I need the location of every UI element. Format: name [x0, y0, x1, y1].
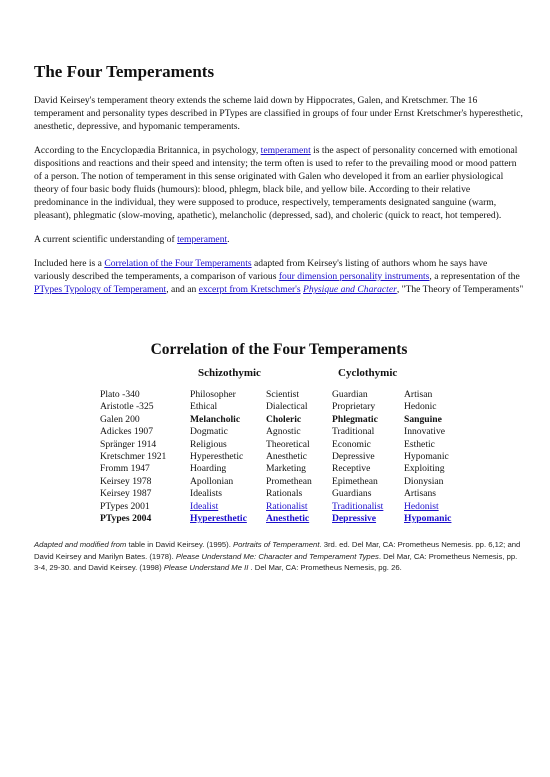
footnote-adapted: Adapted and modified from	[34, 540, 127, 550]
table-cell	[266, 401, 332, 413]
table-cell-text: Receptive	[332, 463, 371, 475]
table-cell	[266, 488, 332, 500]
correlation-table	[100, 389, 468, 525]
table-cell	[190, 501, 266, 513]
footnote-text-3: . Del Mar, CA: Prometheus Nemesis, pp. 3-4, 29-30. and David Keirsey. (1998)	[34, 551, 518, 573]
table-cell-link[interactable]: Hyperesthetic	[190, 513, 247, 525]
table-cell	[100, 414, 190, 426]
table-cell-link[interactable]: Depressive	[332, 513, 377, 525]
table-cell	[100, 389, 190, 401]
table-cell	[190, 439, 266, 451]
table-cell	[100, 463, 190, 475]
table-cell-text: Phlegmatic	[332, 413, 378, 425]
britannica-text-before: According to the Encyclopædia Britannica, in psychology,	[34, 145, 261, 156]
ptypes-typology-link[interactable]: PTypes Typology of Temperament	[34, 284, 167, 295]
table-row	[100, 463, 468, 475]
table-row	[100, 426, 468, 438]
table-cell-text: Choleric	[266, 413, 302, 425]
table-row	[100, 488, 468, 500]
included-text-3: , a representation of the	[429, 271, 520, 282]
table-cell-text: Hoarding	[190, 463, 227, 475]
table-cell	[266, 426, 332, 438]
table-cell	[332, 426, 404, 438]
table-cell	[404, 439, 468, 451]
table-cell-text: Dialectical	[266, 401, 308, 413]
table-cell-text: Religious	[190, 438, 227, 450]
table-cell	[190, 488, 266, 500]
britannica-text-after: is the aspect of personality concerned with emotional dispositions and reactions and their speed and intensity; the term often is used to refer to the prevailing mood or mood pattern of a person. The notion of temperament in this sense originated with Galen who developed it from an earlier physiological theory of four basic body fluids (humours): blood, phlegm, black bile, and yellow bile. According to their relative predominance in the individual, they were supposed to produce, respectively, temperaments designated sanguine (warm, pleasant), phlegmatic (slow-moving, apathetic), melancholic (depressed, sad), and choleric (quick to react, hot tempered).	[34, 145, 518, 221]
table-cell	[190, 414, 266, 426]
table-row-author: PTypes 2004	[100, 513, 152, 525]
footnote-text-4: . Del Mar, CA: Prometheus Nemesis, pg. 26.	[248, 563, 402, 573]
table-cell-text: Apollonian	[190, 475, 234, 487]
included-text-5: , "The Theory of Temperaments"	[396, 284, 524, 295]
table-cell	[404, 451, 468, 463]
table-cell	[332, 401, 404, 413]
table-cell-text: Hedonic	[404, 401, 437, 413]
table-cell	[100, 401, 190, 413]
table-cell-text: Promethean	[266, 475, 312, 487]
table-cell-text: Traditional	[332, 426, 375, 438]
included-text-2: adapted from Keirsey's listing of authors whom he says have variously described the temperaments, a comparison of various	[34, 258, 488, 282]
table-cell-link[interactable]: Hedonist	[404, 500, 439, 512]
scientific-paragraph	[34, 233, 524, 246]
table-row	[100, 451, 468, 463]
table-row	[100, 389, 468, 401]
table-cell	[190, 476, 266, 488]
table-cell-text: Scientist	[266, 389, 300, 400]
table-cell	[266, 513, 332, 525]
table-cell-text: Guardian	[332, 389, 368, 400]
scientific-period: .	[227, 234, 230, 245]
table-row-author: Kretschmer 1921	[100, 451, 167, 463]
table-row-author: Keirsey 1987	[100, 488, 152, 500]
table-cell	[404, 414, 468, 426]
table-cell	[266, 501, 332, 513]
table-cell	[404, 463, 468, 475]
table-cell-text: Agnostic	[266, 426, 301, 438]
table-cell	[190, 389, 266, 401]
table-row-author: Aristotle -325	[100, 401, 154, 413]
table-cell	[332, 488, 404, 500]
table-row	[100, 476, 468, 488]
table-row-author: Adickes 1907	[100, 426, 154, 438]
table-cell	[266, 414, 332, 426]
table-cell-link[interactable]: Traditionalist	[332, 500, 384, 512]
table-cell	[332, 439, 404, 451]
table-cell-text: Innovative	[404, 426, 446, 438]
table-row	[100, 439, 468, 451]
table-cell-text: Hyperesthetic	[190, 451, 244, 463]
table-row-author: PTypes 2001	[100, 500, 150, 512]
table-cell	[332, 389, 404, 401]
temperament-groups	[34, 367, 524, 383]
table-cell-link[interactable]: Rationalist	[266, 500, 308, 512]
table-cell	[266, 439, 332, 451]
table-cell	[190, 426, 266, 438]
table-cell-text: Ethical	[190, 401, 218, 413]
table-cell	[266, 463, 332, 475]
table-cell	[190, 463, 266, 475]
footnote-book-1: Portraits of Temperament	[233, 540, 320, 550]
table-cell-text: Theoretical	[266, 438, 310, 450]
table-row	[100, 513, 468, 525]
included-paragraph	[34, 257, 524, 296]
table-cell-text: Guardians	[332, 488, 372, 500]
scientific-temperament-link[interactable]: temperament	[177, 234, 228, 245]
table-cell	[100, 439, 190, 451]
cyclothymic-label: Cyclothymic	[338, 367, 398, 379]
table-cell-text: Sanguine	[404, 413, 442, 425]
table-cell	[404, 488, 468, 500]
table-cell-text: Esthetic	[404, 438, 435, 450]
table-cell	[100, 426, 190, 438]
table-cell	[404, 501, 468, 513]
table-cell	[100, 488, 190, 500]
kretschmer-excerpt-link[interactable]: excerpt from Kretschmer's	[198, 284, 301, 295]
table-cell	[190, 451, 266, 463]
table-cell-link[interactable]: Anesthetic	[266, 513, 310, 525]
table-row-author: Spränger 1914	[100, 438, 157, 450]
intro-paragraph: David Keirsey's temperament theory extends the scheme laid down by Hippocrates, Galen, and Kretschmer. The 16 temperament and personality types described in PTypes are classified in groups of four under Ernst Kretschmer's hyperesthetic, anesthetic, depressive, and hypomanic temperaments.	[34, 95, 523, 132]
table-cell	[190, 513, 266, 525]
table-cell	[404, 513, 468, 525]
table-cell	[404, 426, 468, 438]
table-cell	[190, 401, 266, 413]
table-row-author: Fromm 1947	[100, 463, 150, 475]
table-cell	[266, 389, 332, 401]
footnote-book-3: Please Understand Me II	[163, 563, 249, 573]
table-row-author: Galen 200	[100, 413, 140, 425]
table-cell-text: Depressive	[332, 451, 375, 463]
table-cell-text: Economic	[332, 438, 371, 450]
instruments-link[interactable]: four dimension personality instruments	[278, 271, 430, 282]
physique-character-link[interactable]: Physique and Character	[303, 284, 397, 295]
correlation-heading: Correlation of the Four Temperaments	[150, 341, 408, 358]
table-cell	[100, 501, 190, 513]
table-cell-text: Epimethean	[332, 475, 378, 487]
table-cell	[332, 476, 404, 488]
footnote-text-1: table in David Keirsey. (1995).	[126, 540, 233, 550]
schizothymic-label: Schizothymic	[198, 367, 261, 379]
temperament-link[interactable]: temperament	[260, 145, 311, 156]
footnote	[34, 539, 524, 574]
table-row	[100, 401, 468, 413]
table-cell-text: Anesthetic	[266, 451, 308, 463]
table-cell	[266, 451, 332, 463]
table-cell	[332, 501, 404, 513]
scientific-text: A current scientific understanding of	[34, 234, 178, 245]
table-cell	[404, 389, 468, 401]
table-cell	[332, 451, 404, 463]
table-cell	[100, 513, 190, 525]
table-cell-text: Melancholic	[190, 413, 241, 425]
table-cell	[100, 451, 190, 463]
table-cell-text: Exploiting	[404, 463, 445, 475]
correlation-link[interactable]: Correlation of the Four Temperaments	[104, 258, 252, 269]
table-cell	[404, 401, 468, 413]
table-cell-text: Hypomanic	[404, 451, 449, 463]
table-cell-text: Philosopher	[190, 389, 236, 400]
table-row	[100, 414, 468, 426]
table-row-author: Keirsey 1978	[100, 475, 152, 487]
table-cell-text: Proprietary	[332, 401, 376, 413]
table-cell-text: Marketing	[266, 463, 306, 475]
table-row-author: Plato -340	[100, 389, 140, 400]
table-cell	[332, 463, 404, 475]
included-text-1: Included here is a	[34, 258, 105, 269]
table-cell-text: Dionysian	[404, 475, 444, 487]
table-cell-text: Artisans	[404, 488, 436, 500]
document-page	[34, 62, 524, 574]
table-cell-link[interactable]: Idealist	[190, 500, 219, 512]
page-title: The Four Temperaments	[34, 62, 215, 81]
table-cell	[404, 476, 468, 488]
table-cell	[266, 476, 332, 488]
table-cell-text: Dogmatic	[190, 426, 228, 438]
table-cell	[100, 476, 190, 488]
britannica-paragraph	[34, 144, 524, 222]
table-cell	[332, 513, 404, 525]
table-cell-text: Artisan	[404, 389, 433, 400]
table-row	[100, 501, 468, 513]
table-cell-link[interactable]: Hypomanic	[404, 513, 452, 525]
table-cell-text: Rationals	[266, 488, 303, 500]
footnote-book-2: Please Understand Me: Character and Temperament Types	[175, 551, 379, 561]
included-text-4: , and an	[166, 284, 199, 295]
table-cell	[332, 414, 404, 426]
footnote-text-2: . 3rd. ed. Del Mar, CA: Prometheus Nemesis. pp. 6,12; and David Keirsey and Marilyn Bates. (1978).	[34, 540, 521, 561]
table-cell-text: Idealists	[190, 488, 222, 500]
